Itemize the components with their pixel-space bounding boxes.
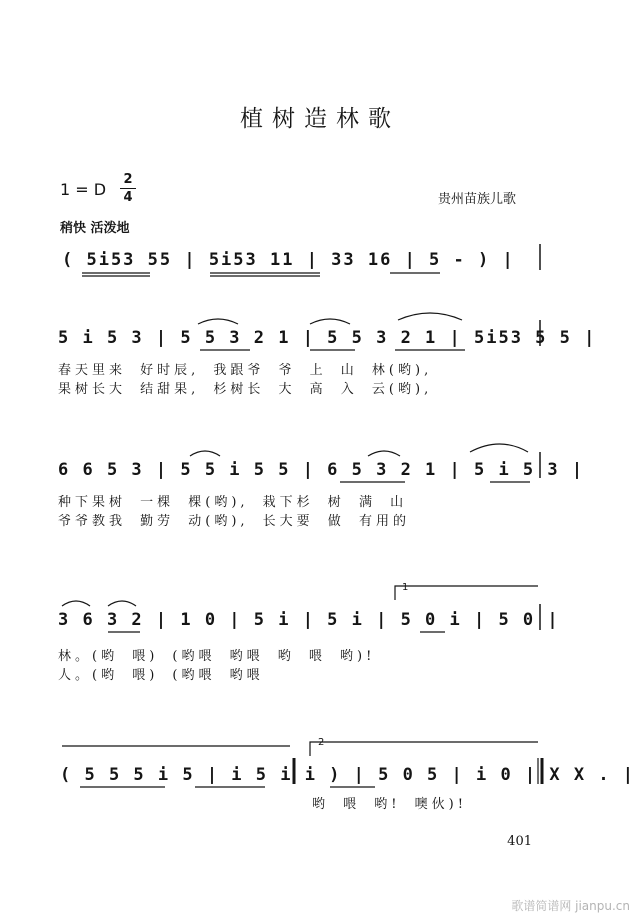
key-signature: 1 = D: [60, 180, 107, 199]
slur: [108, 601, 136, 606]
volta-1-label: 1: [402, 582, 409, 593]
tempo-marking: 稍快 活泼地: [60, 221, 130, 236]
system-3-lyric-verse-1: 种下果树 一棵 棵(哟), 栽下杉 树 满 山: [58, 495, 408, 510]
meter-bottom: 4: [123, 190, 133, 205]
slur: [470, 444, 528, 452]
system-1-notes: ( 5i53 55 | 5i53 11 | 33 16 | 5 - ) |: [62, 250, 515, 270]
page-number: 401: [507, 834, 532, 849]
system-2-lyric-verse-2: 果树长大 结甜果, 杉树长 大 高 入 云(哟),: [58, 382, 433, 397]
volta-1-bracket: [395, 586, 538, 600]
system-5-notes: ( 5 5 5 i 5 | i 5 i i ) | 5 0 5 | i 0 | X X . |: [60, 765, 636, 785]
song-title: 植树造林歌: [240, 106, 400, 132]
slur: [62, 601, 90, 606]
system-3-lyric-verse-2: 爷爷教我 勤劳 动(哟), 长大要 做 有用的: [58, 514, 410, 529]
system-4-lyric-verse-2: 人。(哟 喂) (哟喂 哟喂: [58, 668, 264, 683]
slur: [198, 319, 238, 324]
system-4-notes: 3 6 3 2 | 1 0 | 5 i | 5 i | 5 0 i | 5 0 |: [58, 610, 560, 630]
system-4-lyric-verse-1: 林。(哟 喂) (哟喂 哟喂 哟 喂 哟)!: [58, 649, 376, 664]
meter-top: 2: [123, 172, 133, 187]
slur: [190, 451, 220, 456]
system-2-lyric-verse-1: 春天里来 好时辰, 我跟爷 爷 上 山 林(哟),: [58, 363, 433, 378]
slur: [398, 313, 462, 320]
volta-2-label: 2: [318, 737, 325, 748]
volta-2-bracket: [310, 742, 538, 756]
system-5-lyric: 哟 喂 哟! 噢伙)!: [312, 797, 467, 812]
slur: [368, 451, 400, 456]
system-2-notes: 5 i 5 3 | 5 5 3 2 1 | 5 5 3 2 1 | 5i53 5 5 |: [58, 328, 597, 348]
system-3-notes: 6 6 5 3 | 5 5 i 5 5 | 6 5 3 2 1 | 5 i 5 3 |: [58, 460, 585, 480]
watermark: 歌谱简谱网 jianpu.cn: [511, 899, 630, 913]
slur: [310, 319, 350, 324]
song-origin: 贵州苗族儿歌: [438, 192, 517, 207]
